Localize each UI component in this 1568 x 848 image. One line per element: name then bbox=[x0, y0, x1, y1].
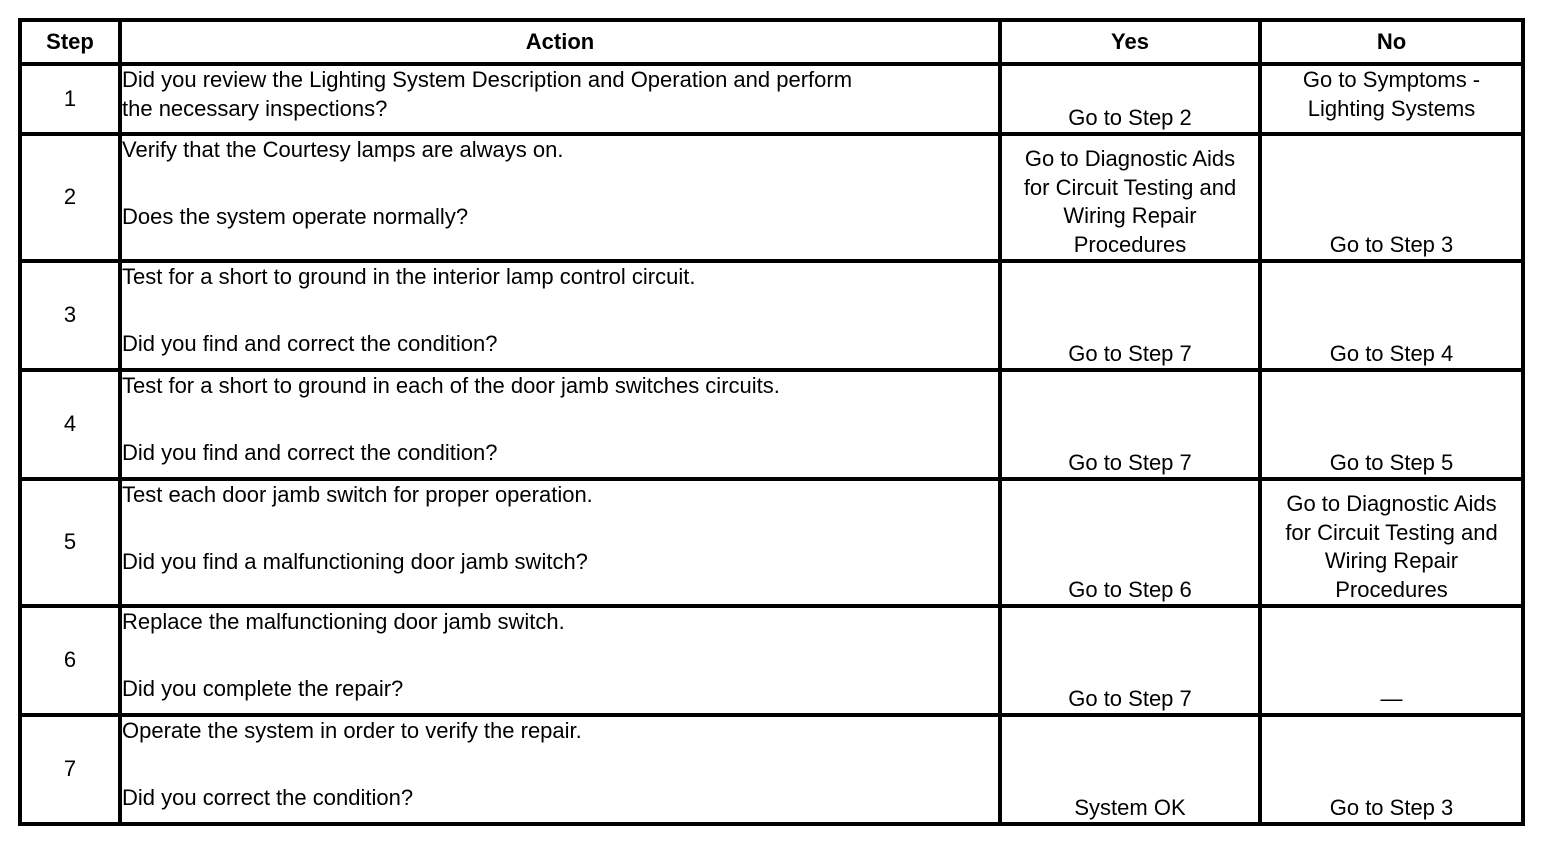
action-text: Test each door jamb switch for proper operation. bbox=[122, 482, 593, 507]
action-text: Test for a short to ground in the interior lamp control circuit. bbox=[122, 264, 696, 289]
no-text: for Circuit Testing and bbox=[1285, 519, 1498, 545]
yes-text: Go to Step 7 bbox=[1068, 340, 1192, 366]
action-question: Did you correct the condition? bbox=[122, 784, 414, 810]
action-text: Verify that the Courtesy lamps are always on. bbox=[122, 137, 564, 162]
step-number: 6 bbox=[20, 606, 120, 715]
action-cell bbox=[120, 715, 1000, 824]
action-question: Did you find and correct the condition? bbox=[122, 439, 498, 465]
header-no: No bbox=[1260, 20, 1523, 64]
action-cell bbox=[120, 64, 1000, 134]
action-question: Did you complete the repair? bbox=[122, 675, 404, 701]
header-step: Step bbox=[20, 20, 120, 64]
action-cell bbox=[120, 370, 1000, 479]
table-body bbox=[20, 64, 1523, 824]
step-number: 2 bbox=[20, 134, 120, 261]
yes-cell bbox=[1000, 606, 1260, 715]
action-text: the necessary inspections? bbox=[122, 95, 388, 121]
action-cell bbox=[120, 134, 1000, 261]
yes-text: Wiring Repair bbox=[1063, 203, 1197, 228]
no-text: Go to Diagnostic Aids bbox=[1286, 491, 1497, 516]
no-cell bbox=[1260, 715, 1523, 824]
no-text: Go to Step 3 bbox=[1329, 231, 1454, 257]
yes-text: Go to Diagnostic Aids bbox=[1024, 146, 1236, 171]
step-number: 1 bbox=[20, 64, 120, 134]
no-cell bbox=[1260, 479, 1523, 606]
yes-cell bbox=[1000, 715, 1260, 824]
action-cell bbox=[120, 479, 1000, 606]
action-question: Does the system operate normally? bbox=[122, 203, 469, 229]
action-cell bbox=[120, 606, 1000, 715]
step-number: 7 bbox=[20, 715, 120, 824]
yes-cell bbox=[1000, 64, 1260, 134]
no-text: — bbox=[1380, 685, 1403, 711]
yes-text: for Circuit Testing and bbox=[1023, 174, 1237, 200]
table-row bbox=[20, 479, 1523, 606]
no-cell bbox=[1260, 370, 1523, 479]
header-action: Action bbox=[120, 20, 1000, 64]
header-yes: Yes bbox=[1000, 20, 1260, 64]
no-text: Go to Step 4 bbox=[1329, 340, 1454, 366]
table-row bbox=[20, 606, 1523, 715]
yes-cell bbox=[1000, 134, 1260, 261]
no-cell bbox=[1260, 606, 1523, 715]
step-number: 5 bbox=[20, 479, 120, 606]
diagnostic-table bbox=[18, 18, 1525, 826]
yes-text: Procedures bbox=[1073, 231, 1187, 257]
action-text: Test for a short to ground in each of the door jamb switches circuits. bbox=[122, 373, 780, 398]
action-text: Did you review the Lighting System Description and Operation and perform bbox=[122, 67, 853, 92]
no-cell bbox=[1260, 64, 1523, 134]
yes-text: Go to Step 7 bbox=[1068, 685, 1192, 711]
yes-text: Go to Step 7 bbox=[1068, 449, 1192, 475]
table-row bbox=[20, 64, 1523, 134]
yes-text: Go to Step 6 bbox=[1068, 576, 1192, 602]
yes-text: System OK bbox=[1074, 794, 1186, 820]
no-text: Procedures bbox=[1335, 576, 1448, 602]
no-text: Go to Step 3 bbox=[1329, 794, 1454, 820]
no-text: Go to Step 5 bbox=[1329, 449, 1454, 475]
action-cell bbox=[120, 261, 1000, 370]
no-text: Go to Symptoms - bbox=[1302, 67, 1481, 92]
header-row bbox=[20, 20, 1523, 64]
yes-cell bbox=[1000, 370, 1260, 479]
no-text: Lighting Systems bbox=[1307, 95, 1476, 121]
no-text: Wiring Repair bbox=[1324, 548, 1459, 573]
table-row bbox=[20, 134, 1523, 261]
step-number: 3 bbox=[20, 261, 120, 370]
table-row bbox=[20, 261, 1523, 370]
yes-text: Go to Step 2 bbox=[1068, 104, 1192, 130]
yes-cell bbox=[1000, 261, 1260, 370]
no-cell bbox=[1260, 261, 1523, 370]
step-number: 4 bbox=[20, 370, 120, 479]
action-text: Operate the system in order to verify the repair. bbox=[122, 718, 582, 743]
no-cell bbox=[1260, 134, 1523, 261]
action-text: Replace the malfunctioning door jamb switch. bbox=[122, 609, 565, 634]
action-question: Did you find and correct the condition? bbox=[122, 330, 498, 356]
action-question: Did you find a malfunctioning door jamb switch? bbox=[122, 548, 588, 574]
table-row bbox=[20, 715, 1523, 824]
yes-cell bbox=[1000, 479, 1260, 606]
table-row bbox=[20, 370, 1523, 479]
